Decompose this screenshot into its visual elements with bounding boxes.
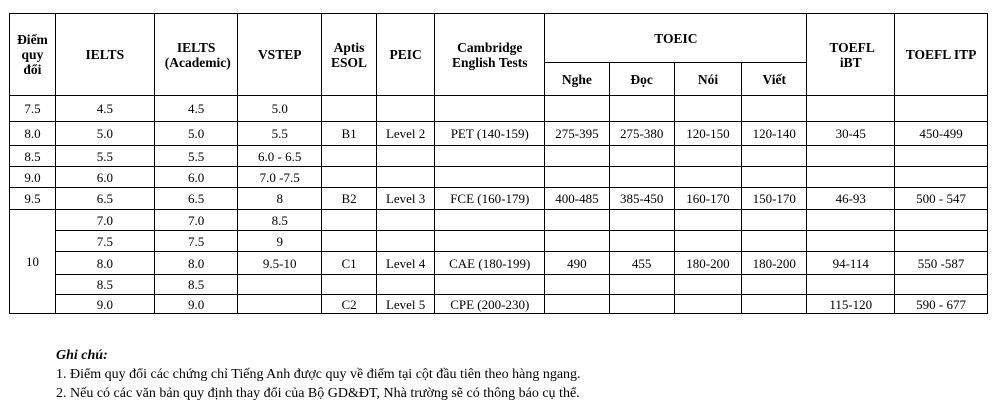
notes-section bbox=[56, 346, 581, 403]
cell-toefl-ibt: 115-120 bbox=[807, 295, 895, 314]
header-toeic-doc: Đọc bbox=[609, 63, 674, 96]
cell-peic: Level 4 bbox=[377, 252, 435, 275]
cell-toeic-viet bbox=[742, 96, 807, 122]
cell-toeic-noi: 120-150 bbox=[674, 122, 741, 146]
cell-aptis: C1 bbox=[322, 252, 377, 275]
cell-cambridge: CPE (200-230) bbox=[435, 295, 545, 314]
cell-toeic-viet bbox=[742, 231, 807, 252]
table-row bbox=[10, 146, 988, 167]
cell-cambridge bbox=[435, 167, 545, 188]
cell-toefl-ibt: 30-45 bbox=[807, 122, 895, 146]
cell-peic bbox=[377, 146, 435, 167]
cell-toeic-noi bbox=[674, 167, 741, 188]
cell-toeic-nghe bbox=[545, 167, 609, 188]
cell-toeic-noi bbox=[674, 96, 741, 122]
cell-ielts: 8.0 bbox=[55, 252, 154, 275]
cell-vstep: 6.0 - 6.5 bbox=[238, 146, 322, 167]
cell-toeic-noi bbox=[674, 275, 741, 295]
cell-diem: 7.5 bbox=[10, 96, 56, 122]
cell-toeic-viet bbox=[742, 210, 807, 231]
cell-ielts-academic: 7.5 bbox=[154, 231, 238, 252]
cell-toefl-ibt: 94-114 bbox=[807, 252, 895, 275]
table-row bbox=[10, 252, 988, 275]
header-cambridge: Cambridge English Tests bbox=[435, 14, 545, 96]
cell-ielts: 7.5 bbox=[55, 231, 154, 252]
cell-aptis: B1 bbox=[322, 122, 377, 146]
cell-toeic-doc: 385-450 bbox=[609, 188, 674, 210]
cell-peic bbox=[377, 275, 435, 295]
cell-toeic-noi bbox=[674, 210, 741, 231]
notes-title: Ghi chú: bbox=[56, 348, 108, 363]
cell-toefl-itp: 590 - 677 bbox=[895, 295, 988, 314]
header-aptis: Aptis ESOL bbox=[322, 14, 377, 96]
cell-toefl-itp bbox=[895, 210, 988, 231]
cell-vstep: 7.0 -7.5 bbox=[238, 167, 322, 188]
cell-cambridge bbox=[435, 146, 545, 167]
cell-toeic-viet: 180-200 bbox=[742, 252, 807, 275]
cell-toefl-ibt bbox=[807, 146, 895, 167]
cell-toeic-doc: 455 bbox=[609, 252, 674, 275]
header-toeic: TOEIC bbox=[545, 14, 807, 63]
cell-toeic-viet: 150-170 bbox=[742, 188, 807, 210]
note-item: 1. Điểm quy đổi các chứng chỉ Tiếng Anh được quy về điểm tại cột đầu tiên theo hàng ngang. bbox=[56, 367, 581, 382]
header-diem-quy-doi: Điểm quy đổi bbox=[10, 14, 56, 96]
cell-aptis: C2 bbox=[322, 295, 377, 314]
cell-toeic-nghe bbox=[545, 96, 609, 122]
cell-ielts-academic: 4.5 bbox=[154, 96, 238, 122]
header-peic: PEIC bbox=[377, 14, 435, 96]
cell-toeic-doc bbox=[609, 295, 674, 314]
cell-cambridge bbox=[435, 231, 545, 252]
cell-ielts-academic: 7.0 bbox=[154, 210, 238, 231]
cell-toefl-itp bbox=[895, 275, 988, 295]
header-ielts-academic: IELTS (Academic) bbox=[154, 14, 238, 96]
table-row bbox=[10, 231, 988, 252]
header-toefl-ibt: TOEFL iBT bbox=[807, 14, 895, 96]
cell-toefl-ibt: 46-93 bbox=[807, 188, 895, 210]
cell-ielts: 8.5 bbox=[55, 275, 154, 295]
cell-cambridge bbox=[435, 210, 545, 231]
cell-toefl-ibt bbox=[807, 96, 895, 122]
cell-ielts-academic: 5.5 bbox=[154, 146, 238, 167]
cell-vstep bbox=[238, 295, 322, 314]
cell-toeic-doc bbox=[609, 231, 674, 252]
cell-diem: 9.5 bbox=[10, 188, 56, 210]
cell-toeic-doc bbox=[609, 167, 674, 188]
cell-ielts-academic: 8.0 bbox=[154, 252, 238, 275]
cell-toefl-ibt bbox=[807, 167, 895, 188]
cell-ielts-academic: 6.0 bbox=[154, 167, 238, 188]
cell-vstep: 9 bbox=[238, 231, 322, 252]
cell-ielts-academic: 8.5 bbox=[154, 275, 238, 295]
cell-toefl-itp bbox=[895, 96, 988, 122]
cell-ielts: 5.5 bbox=[55, 146, 154, 167]
cell-cambridge bbox=[435, 96, 545, 122]
cell-aptis: B2 bbox=[322, 188, 377, 210]
cell-peic: Level 2 bbox=[377, 122, 435, 146]
cell-peic bbox=[377, 231, 435, 252]
header-ielts: IELTS bbox=[55, 14, 154, 96]
cell-toeic-nghe: 400-485 bbox=[545, 188, 609, 210]
cell-toefl-itp bbox=[895, 146, 988, 167]
cell-peic: Level 3 bbox=[377, 188, 435, 210]
cell-toeic-doc bbox=[609, 275, 674, 295]
cell-toeic-doc bbox=[609, 96, 674, 122]
cell-aptis bbox=[322, 96, 377, 122]
header-toeic-noi: Nói bbox=[674, 63, 741, 96]
cell-aptis bbox=[322, 167, 377, 188]
cell-ielts: 9.0 bbox=[55, 295, 154, 314]
cell-cambridge: FCE (160-179) bbox=[435, 188, 545, 210]
cell-cambridge: CAE (180-199) bbox=[435, 252, 545, 275]
cell-toeic-noi: 180-200 bbox=[674, 252, 741, 275]
cell-peic bbox=[377, 96, 435, 122]
cell-toefl-ibt bbox=[807, 231, 895, 252]
cell-toeic-nghe bbox=[545, 275, 609, 295]
cell-diem: 8.0 bbox=[10, 122, 56, 146]
cell-diem: 9.0 bbox=[10, 167, 56, 188]
cell-vstep: 5.0 bbox=[238, 96, 322, 122]
cell-toeic-noi bbox=[674, 231, 741, 252]
cell-toeic-nghe bbox=[545, 231, 609, 252]
cell-ielts-academic: 5.0 bbox=[154, 122, 238, 146]
cell-toefl-itp: 550 -587 bbox=[895, 252, 988, 275]
cell-toeic-nghe bbox=[545, 210, 609, 231]
cell-aptis bbox=[322, 146, 377, 167]
cell-vstep: 5.5 bbox=[238, 122, 322, 146]
cell-ielts: 5.0 bbox=[55, 122, 154, 146]
cell-toeic-doc bbox=[609, 210, 674, 231]
cell-vstep: 9.5-10 bbox=[238, 252, 322, 275]
cell-toeic-viet bbox=[742, 275, 807, 295]
cell-toefl-ibt bbox=[807, 275, 895, 295]
table-row bbox=[10, 188, 988, 210]
header-vstep: VSTEP bbox=[238, 14, 322, 96]
cell-ielts: 6.0 bbox=[55, 167, 154, 188]
cell-ielts-academic: 6.5 bbox=[154, 188, 238, 210]
cell-diem: 10 bbox=[10, 210, 56, 314]
table-row bbox=[10, 122, 988, 146]
table-row bbox=[10, 275, 988, 295]
cell-toefl-ibt bbox=[807, 210, 895, 231]
cell-peic bbox=[377, 167, 435, 188]
table-row bbox=[10, 210, 988, 231]
cell-ielts: 4.5 bbox=[55, 96, 154, 122]
cell-diem: 8.5 bbox=[10, 146, 56, 167]
cell-toefl-itp: 500 - 547 bbox=[895, 188, 988, 210]
header-toeic-nghe: Nghe bbox=[545, 63, 609, 96]
cell-toeic-noi bbox=[674, 146, 741, 167]
header-toeic-viet: Viết bbox=[742, 63, 807, 96]
cell-aptis bbox=[322, 275, 377, 295]
cell-toeic-doc: 275-380 bbox=[609, 122, 674, 146]
cell-peic bbox=[377, 210, 435, 231]
table-row bbox=[10, 96, 988, 122]
cell-toeic-noi bbox=[674, 295, 741, 314]
cell-toeic-viet bbox=[742, 295, 807, 314]
note-item: 2. Nếu có các văn bản quy định thay đổi của Bộ GD&ĐT, Nhà trường sẽ có thông báo cụ thể. bbox=[56, 386, 580, 401]
cell-toefl-itp bbox=[895, 167, 988, 188]
header-toefl-itp: TOEFL ITP bbox=[895, 14, 988, 96]
cell-aptis bbox=[322, 210, 377, 231]
cell-toeic-nghe: 490 bbox=[545, 252, 609, 275]
cell-ielts: 6.5 bbox=[55, 188, 154, 210]
table-row bbox=[10, 167, 988, 188]
cell-ielts: 7.0 bbox=[55, 210, 154, 231]
cell-toeic-doc bbox=[609, 146, 674, 167]
cell-toeic-viet bbox=[742, 146, 807, 167]
cell-toeic-viet: 120-140 bbox=[742, 122, 807, 146]
cell-vstep: 8.5 bbox=[238, 210, 322, 231]
cell-vstep: 8 bbox=[238, 188, 322, 210]
cell-toefl-itp: 450-499 bbox=[895, 122, 988, 146]
cell-toeic-nghe bbox=[545, 295, 609, 314]
cell-toeic-nghe bbox=[545, 146, 609, 167]
cell-peic: Level 5 bbox=[377, 295, 435, 314]
cell-toeic-viet bbox=[742, 167, 807, 188]
table-row bbox=[10, 295, 988, 314]
cell-cambridge bbox=[435, 275, 545, 295]
cell-cambridge: PET (140-159) bbox=[435, 122, 545, 146]
cell-aptis bbox=[322, 231, 377, 252]
cell-vstep bbox=[238, 275, 322, 295]
cell-toeic-nghe: 275-395 bbox=[545, 122, 609, 146]
cell-toeic-noi: 160-170 bbox=[674, 188, 741, 210]
cell-ielts-academic: 9.0 bbox=[154, 295, 238, 314]
score-conversion-table bbox=[9, 13, 988, 314]
cell-toefl-itp bbox=[895, 231, 988, 252]
